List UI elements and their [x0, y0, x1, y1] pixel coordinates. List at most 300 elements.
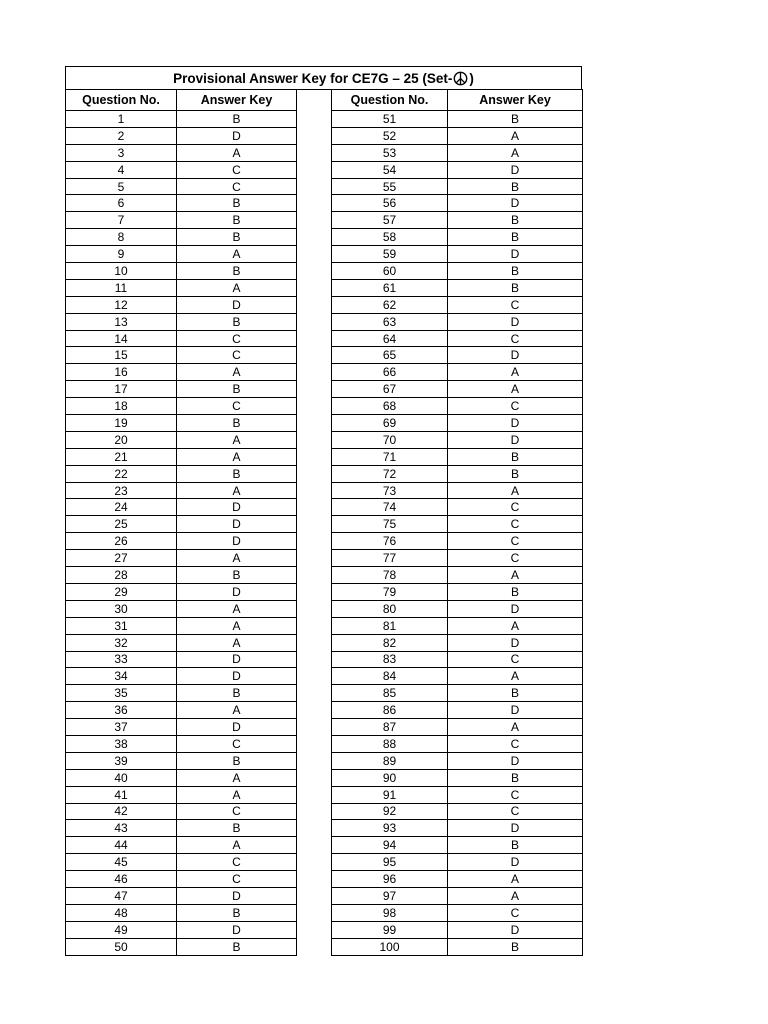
table-row — [332, 837, 583, 854]
question-number: 26 — [66, 533, 177, 550]
question-number: 82 — [332, 634, 448, 651]
answer-key-sheet — [65, 66, 582, 956]
question-number: 65 — [332, 347, 448, 364]
answer-table-left — [65, 89, 297, 956]
answer-letter: B — [177, 212, 297, 229]
table-row — [66, 195, 297, 212]
answer-letter: B — [177, 313, 297, 330]
answer-letter: B — [177, 685, 297, 702]
table-row — [66, 550, 297, 567]
answer-letter: A — [177, 364, 297, 381]
table-row — [332, 229, 583, 246]
answer-letter: D — [177, 668, 297, 685]
answer-letter: C — [177, 803, 297, 820]
table-row — [332, 921, 583, 938]
question-no-header: Question No. — [66, 90, 177, 111]
question-number: 3 — [66, 144, 177, 161]
answer-letter: C — [448, 651, 583, 668]
answer-letter: D — [448, 313, 583, 330]
table-row — [66, 516, 297, 533]
question-number: 31 — [66, 617, 177, 634]
question-number: 41 — [66, 786, 177, 803]
table-row — [332, 516, 583, 533]
answer-letter: B — [177, 415, 297, 432]
question-number: 43 — [66, 820, 177, 837]
question-number: 49 — [66, 921, 177, 938]
answer-letter: D — [177, 719, 297, 736]
table-row — [66, 769, 297, 786]
question-number: 53 — [332, 144, 448, 161]
table-row — [66, 786, 297, 803]
question-number: 95 — [332, 854, 448, 871]
question-number: 59 — [332, 246, 448, 263]
table-row — [332, 381, 583, 398]
table-row — [332, 313, 583, 330]
answer-letter: C — [448, 786, 583, 803]
answer-letter: B — [448, 465, 583, 482]
question-number: 78 — [332, 567, 448, 584]
table-row — [332, 465, 583, 482]
answer-letter: A — [448, 871, 583, 888]
answer-letter: B — [448, 111, 583, 128]
answer-letter: D — [448, 161, 583, 178]
question-number: 33 — [66, 651, 177, 668]
question-number: 94 — [332, 837, 448, 854]
question-number: 28 — [66, 567, 177, 584]
answer-letter: D — [177, 516, 297, 533]
question-number: 15 — [66, 347, 177, 364]
question-number: 44 — [66, 837, 177, 854]
table-row — [332, 752, 583, 769]
question-number: 29 — [66, 583, 177, 600]
question-number: 70 — [332, 431, 448, 448]
question-number: 35 — [66, 685, 177, 702]
table-row — [332, 719, 583, 736]
table-row — [332, 904, 583, 921]
table-row — [332, 448, 583, 465]
question-number: 14 — [66, 330, 177, 347]
table-row — [66, 854, 297, 871]
answer-letter: D — [177, 651, 297, 668]
question-number: 73 — [332, 482, 448, 499]
table-header-row — [66, 90, 297, 111]
question-number: 91 — [332, 786, 448, 803]
answer-letter: B — [177, 111, 297, 128]
question-number: 50 — [66, 938, 177, 955]
answer-letter: B — [448, 938, 583, 955]
answer-letter: C — [448, 803, 583, 820]
question-number: 63 — [332, 313, 448, 330]
table-row — [332, 871, 583, 888]
question-number: 46 — [66, 871, 177, 888]
table-row — [332, 296, 583, 313]
question-number: 97 — [332, 887, 448, 904]
answer-letter: D — [177, 499, 297, 516]
answer-letter: A — [177, 279, 297, 296]
table-row — [66, 887, 297, 904]
table-row — [66, 448, 297, 465]
table-row — [332, 482, 583, 499]
answer-letter: B — [177, 465, 297, 482]
question-number: 72 — [332, 465, 448, 482]
answer-letter: C — [177, 330, 297, 347]
question-number: 64 — [332, 330, 448, 347]
answer-letter: C — [448, 398, 583, 415]
question-number: 17 — [66, 381, 177, 398]
table-row — [66, 263, 297, 280]
table-row — [332, 499, 583, 516]
answer-letter: B — [177, 381, 297, 398]
question-number: 48 — [66, 904, 177, 921]
answer-letter: C — [448, 499, 583, 516]
answer-letter: D — [448, 752, 583, 769]
question-number: 2 — [66, 127, 177, 144]
table-row — [332, 431, 583, 448]
answer-key-header: Answer Key — [448, 90, 583, 111]
table-row — [332, 330, 583, 347]
answer-letter: C — [448, 550, 583, 567]
question-number: 11 — [66, 279, 177, 296]
question-number: 40 — [66, 769, 177, 786]
question-number: 9 — [66, 246, 177, 263]
answer-letter: A — [177, 769, 297, 786]
answer-letter: A — [448, 567, 583, 584]
answer-letter: C — [448, 904, 583, 921]
question-number: 83 — [332, 651, 448, 668]
question-number: 13 — [66, 313, 177, 330]
answer-letter: C — [177, 161, 297, 178]
answer-letter: D — [448, 634, 583, 651]
answer-letter: C — [177, 178, 297, 195]
table-row — [66, 246, 297, 263]
question-number: 87 — [332, 719, 448, 736]
question-number: 39 — [66, 752, 177, 769]
answer-table-right — [331, 89, 583, 956]
answer-letter: B — [448, 212, 583, 229]
table-header-row — [332, 90, 583, 111]
table-row — [332, 127, 583, 144]
answer-letter: C — [448, 296, 583, 313]
table-row — [66, 347, 297, 364]
answer-letter: A — [177, 786, 297, 803]
answer-letter: C — [177, 398, 297, 415]
question-number: 88 — [332, 735, 448, 752]
answer-letter: B — [177, 263, 297, 280]
answer-letter: C — [177, 735, 297, 752]
question-number: 81 — [332, 617, 448, 634]
table-row — [332, 246, 583, 263]
answer-letter: A — [448, 617, 583, 634]
question-number: 16 — [66, 364, 177, 381]
table-row — [66, 364, 297, 381]
question-number: 79 — [332, 583, 448, 600]
table-row — [332, 735, 583, 752]
table-row — [332, 600, 583, 617]
question-number: 89 — [332, 752, 448, 769]
table-row — [66, 820, 297, 837]
question-number: 24 — [66, 499, 177, 516]
answer-letter: A — [448, 127, 583, 144]
table-row — [332, 415, 583, 432]
table-row — [66, 567, 297, 584]
answer-letter: B — [448, 685, 583, 702]
table-row — [66, 144, 297, 161]
question-number: 1 — [66, 111, 177, 128]
question-number: 10 — [66, 263, 177, 280]
table-row — [332, 685, 583, 702]
answer-letter: D — [177, 296, 297, 313]
question-number: 22 — [66, 465, 177, 482]
question-number: 69 — [332, 415, 448, 432]
question-number: 74 — [332, 499, 448, 516]
question-number: 47 — [66, 887, 177, 904]
question-number: 52 — [332, 127, 448, 144]
table-row — [66, 296, 297, 313]
table-row — [332, 887, 583, 904]
table-row — [66, 482, 297, 499]
question-number: 71 — [332, 448, 448, 465]
question-number: 76 — [332, 533, 448, 550]
answer-letter: B — [177, 195, 297, 212]
answer-letter: D — [177, 921, 297, 938]
table-row — [332, 161, 583, 178]
question-number: 84 — [332, 668, 448, 685]
question-number: 19 — [66, 415, 177, 432]
question-number: 6 — [66, 195, 177, 212]
answer-letter: C — [448, 330, 583, 347]
question-number: 30 — [66, 600, 177, 617]
question-number: 36 — [66, 702, 177, 719]
table-row — [66, 583, 297, 600]
table-row — [332, 668, 583, 685]
answer-letter: B — [448, 448, 583, 465]
answer-letter: B — [177, 938, 297, 955]
table-row — [66, 499, 297, 516]
answer-letter: D — [448, 431, 583, 448]
table-row — [66, 921, 297, 938]
answer-table-right-body — [332, 111, 583, 956]
table-row — [66, 229, 297, 246]
table-row — [66, 837, 297, 854]
table-row — [66, 938, 297, 955]
answer-letter: D — [448, 600, 583, 617]
answer-letter: C — [177, 347, 297, 364]
table-row — [332, 195, 583, 212]
question-number: 77 — [332, 550, 448, 567]
answer-key-header: Answer Key — [177, 90, 297, 111]
table-row — [66, 617, 297, 634]
answer-letter: A — [177, 600, 297, 617]
answer-letter: A — [177, 144, 297, 161]
table-row — [332, 212, 583, 229]
table-row — [66, 398, 297, 415]
answer-letter: A — [448, 719, 583, 736]
table-row — [66, 904, 297, 921]
answer-letter: C — [448, 516, 583, 533]
table-row — [332, 786, 583, 803]
table-row — [332, 111, 583, 128]
table-row — [66, 871, 297, 888]
question-number: 20 — [66, 431, 177, 448]
table-row — [66, 431, 297, 448]
question-number: 54 — [332, 161, 448, 178]
answer-letter: D — [448, 854, 583, 871]
answer-letter: C — [177, 871, 297, 888]
answer-letter: A — [448, 482, 583, 499]
answer-letter: B — [177, 229, 297, 246]
answer-table-left-body — [66, 111, 297, 956]
question-number: 75 — [332, 516, 448, 533]
title-suffix: ) — [469, 70, 474, 86]
answer-letter: B — [448, 263, 583, 280]
table-row — [66, 533, 297, 550]
answer-letter: B — [448, 837, 583, 854]
table-row — [66, 702, 297, 719]
answer-letter: B — [177, 820, 297, 837]
answer-letter: A — [177, 482, 297, 499]
table-row — [66, 651, 297, 668]
question-number: 25 — [66, 516, 177, 533]
answer-letter: D — [177, 127, 297, 144]
table-row — [66, 127, 297, 144]
table-row — [66, 803, 297, 820]
question-number: 96 — [332, 871, 448, 888]
table-row — [66, 415, 297, 432]
answer-letter: D — [448, 195, 583, 212]
question-number: 8 — [66, 229, 177, 246]
table-row — [66, 668, 297, 685]
table-row — [66, 111, 297, 128]
table-row — [66, 719, 297, 736]
question-number: 38 — [66, 735, 177, 752]
question-number: 92 — [332, 803, 448, 820]
table-row — [332, 820, 583, 837]
answer-letter: A — [177, 702, 297, 719]
answer-letter: D — [177, 583, 297, 600]
table-row — [332, 567, 583, 584]
question-number: 80 — [332, 600, 448, 617]
table-row — [66, 330, 297, 347]
table-row — [66, 161, 297, 178]
answer-letter: D — [177, 533, 297, 550]
question-number: 99 — [332, 921, 448, 938]
question-number: 45 — [66, 854, 177, 871]
table-row — [66, 465, 297, 482]
answer-letter: A — [177, 448, 297, 465]
table-row — [332, 583, 583, 600]
answer-letter: B — [448, 583, 583, 600]
question-number: 98 — [332, 904, 448, 921]
question-number: 7 — [66, 212, 177, 229]
question-number: 12 — [66, 296, 177, 313]
answer-letter: A — [177, 837, 297, 854]
table-row — [66, 735, 297, 752]
question-number: 62 — [332, 296, 448, 313]
question-number: 34 — [66, 668, 177, 685]
answer-letter: D — [448, 347, 583, 364]
table-row — [332, 803, 583, 820]
answer-letter: B — [448, 769, 583, 786]
answer-letter: A — [448, 887, 583, 904]
question-number: 51 — [332, 111, 448, 128]
question-number: 56 — [332, 195, 448, 212]
answer-letter: A — [448, 381, 583, 398]
table-row — [332, 938, 583, 955]
question-number: 67 — [332, 381, 448, 398]
answer-letter: A — [177, 431, 297, 448]
table-row — [332, 651, 583, 668]
answer-letter: B — [177, 567, 297, 584]
answer-letter: C — [177, 854, 297, 871]
table-row — [332, 769, 583, 786]
question-number: 42 — [66, 803, 177, 820]
question-number: 37 — [66, 719, 177, 736]
answer-letter: B — [177, 904, 297, 921]
answer-letter: C — [448, 735, 583, 752]
table-row — [66, 634, 297, 651]
question-number: 90 — [332, 769, 448, 786]
table-row — [66, 279, 297, 296]
question-number: 57 — [332, 212, 448, 229]
peace-symbol-icon — [453, 71, 468, 86]
question-number: 55 — [332, 178, 448, 195]
table-row — [66, 685, 297, 702]
question-number: 58 — [332, 229, 448, 246]
answer-letter: D — [448, 702, 583, 719]
table-row — [66, 313, 297, 330]
table-row — [332, 702, 583, 719]
page-title — [65, 66, 582, 90]
answer-letter: D — [448, 820, 583, 837]
question-no-header: Question No. — [332, 90, 448, 111]
table-row — [332, 617, 583, 634]
title-prefix: Provisional Answer Key for CE7G – 25 (Set- — [173, 70, 453, 86]
answer-letter: A — [448, 364, 583, 381]
table-row — [332, 634, 583, 651]
answer-letter: D — [448, 415, 583, 432]
answer-letter: D — [448, 921, 583, 938]
table-row — [66, 178, 297, 195]
question-number: 66 — [332, 364, 448, 381]
question-number: 23 — [66, 482, 177, 499]
question-number: 100 — [332, 938, 448, 955]
answer-letter: A — [177, 246, 297, 263]
table-row — [332, 364, 583, 381]
table-row — [332, 533, 583, 550]
answer-letter: A — [448, 668, 583, 685]
question-number: 61 — [332, 279, 448, 296]
table-row — [66, 381, 297, 398]
answer-letter: B — [177, 752, 297, 769]
table-row — [66, 752, 297, 769]
answer-letter: A — [448, 144, 583, 161]
table-row — [66, 212, 297, 229]
table-row — [332, 263, 583, 280]
table-row — [332, 178, 583, 195]
table-row — [332, 279, 583, 296]
question-number: 21 — [66, 448, 177, 465]
table-row — [332, 854, 583, 871]
question-number: 68 — [332, 398, 448, 415]
answer-letter: B — [448, 178, 583, 195]
question-number: 18 — [66, 398, 177, 415]
table-row — [332, 347, 583, 364]
answer-letter: B — [448, 279, 583, 296]
answer-letter: C — [448, 533, 583, 550]
answer-letter: D — [448, 246, 583, 263]
question-number: 4 — [66, 161, 177, 178]
table-row — [332, 550, 583, 567]
